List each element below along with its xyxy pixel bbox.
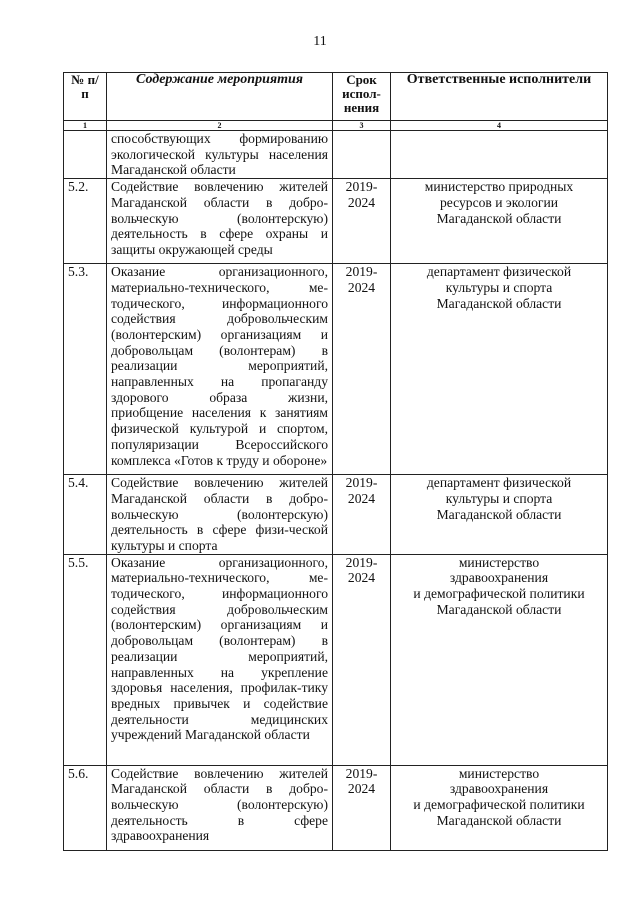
measure-term: 2019-2024: [333, 179, 391, 264]
measure-term: 2019-2024: [333, 264, 391, 475]
row-number: 5.5.: [64, 554, 107, 765]
responsible-line: министерство: [458, 765, 540, 781]
table-row: [64, 179, 608, 264]
responsible-line: культуры и спорта: [445, 279, 553, 295]
row-number: 5.3.: [64, 264, 107, 475]
responsible-line: здравоохранения: [449, 570, 549, 586]
column-number: 2: [107, 121, 333, 131]
row-number: [64, 131, 107, 179]
column-number: 3: [333, 121, 391, 131]
measure-term: 2019-2024: [333, 475, 391, 555]
measure-content: Оказание организационного, материально-технического, ме-тодического, информационного содействия добровольческим (волонтерским) организациям и добровольцам (волонтерам) в реализации мероприятий, направленных на укрепление здоровья населения, профилак-тику вредных привычек и содействие деятельности медицинских учреждений Магаданской области: [107, 554, 333, 765]
measure-term: 2019-2024: [333, 554, 391, 765]
responsible-line: Магаданской области: [436, 295, 562, 311]
table-row: [64, 131, 608, 179]
row-number: 5.4.: [64, 475, 107, 555]
header-responsible: Ответственные исполнители: [391, 73, 608, 121]
column-number: 4: [391, 121, 608, 131]
measure-content: Оказание организационного, материально-технического, ме-тодического, информационного содействия добровольческим (волонтерским) организациям и добровольцам (волонтерам) в реализации мероприятий, направленных на пропаганду здорового образа жизни, приобщение населения к занятиям физической культурой и спортом, популяризации Всероссийского комплекса «Готов к труду и обороне»: [107, 264, 333, 475]
responsible-line: министерство природных: [424, 179, 574, 195]
responsible-executors: [391, 264, 608, 475]
responsible-executors: [391, 765, 608, 850]
column-number-row: [64, 121, 608, 131]
measure-term: [333, 131, 391, 179]
responsible-executors: [391, 554, 608, 765]
responsible-line: и демографической политики: [413, 586, 585, 602]
responsible-line: Магаданской области: [436, 506, 562, 522]
responsible-executors: [391, 475, 608, 555]
page-number: 11: [313, 34, 327, 49]
header-term: Срок испол-нения: [333, 73, 391, 121]
table-row: [64, 554, 608, 765]
measures-table: [63, 72, 608, 851]
row-number: 5.6.: [64, 765, 107, 850]
responsible-line: департамент физической: [426, 264, 572, 280]
table-row: [64, 765, 608, 850]
table-body: [64, 131, 608, 851]
responsible-line: здравоохранения: [449, 781, 549, 797]
measure-content: Содействие вовлечению жителей Магаданской области в добро-вольческую (волонтерскую) деятельность в сфере физи-ческой культуры и спорта: [107, 475, 333, 555]
responsible-line: Магаданской области: [436, 210, 562, 226]
table-header-row: [64, 73, 608, 121]
responsible-executors: [391, 131, 608, 179]
measure-content: Содействие вовлечению жителей Магаданской области в добро-вольческую (волонтерскую) деятельность в сфере охраны и защиты окружающей среды: [107, 179, 333, 264]
measure-content: способствующих формированию экологической культуры населения Магаданской области: [107, 131, 333, 179]
table-row: [64, 475, 608, 555]
measure-term: 2019-2024: [333, 765, 391, 850]
header-content: Содержание мероприятия: [107, 73, 333, 121]
responsible-line: департамент физической: [426, 475, 572, 491]
responsible-line: и демографической политики: [413, 797, 585, 813]
table-row: [64, 264, 608, 475]
responsible-line: Магаданской области: [436, 601, 562, 617]
responsible-line: Магаданской области: [436, 812, 562, 828]
responsible-executors: [391, 179, 608, 264]
responsible-line: министерство: [458, 554, 540, 570]
header-num: № п/п: [64, 73, 107, 121]
measure-content: Содействие вовлечению жителей Магаданской области в добро-вольческую (волонтерскую) деятельность в сфере здравоохранения: [107, 765, 333, 850]
row-number: 5.2.: [64, 179, 107, 264]
responsible-line: ресурсов и экологии: [439, 194, 558, 210]
column-number: 1: [64, 121, 107, 131]
responsible-line: культуры и спорта: [445, 490, 553, 506]
